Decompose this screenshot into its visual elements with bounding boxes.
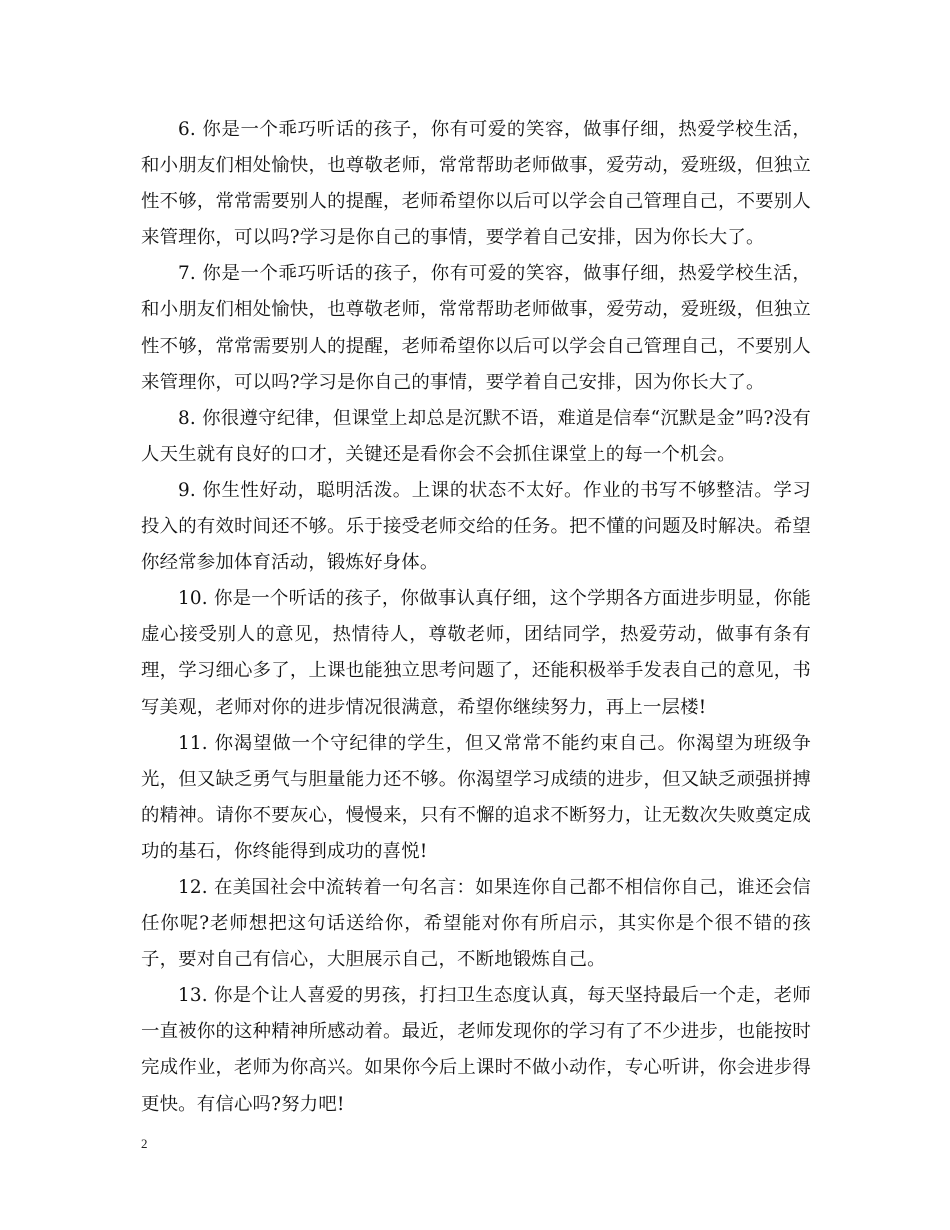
paragraph-8: 8. 你很遵守纪律，但课堂上却总是沉默不语，难道是信奉“沉默是金”吗?没有人天生就有良好的口才，关键还是看你会不会抓住课堂上的每一个机会。 xyxy=(141,407,811,465)
paragraph-13: 13. 你是个让人喜爱的男孩，打扫卫生态度认真，每天坚持最后一个走，老师一直被你的这种精神所感动着。最近，老师发现你的学习有了不少进步，也能按时完成作业，老师为你高兴。如果你今后上课时不做小动作，专心听讲，你会进步得更快。有信心吗?努力吧! xyxy=(141,985,811,1115)
document-body xyxy=(141,112,811,1123)
paragraph-9: 9. 你生性好动，聪明活泼。上课的状态不太好。作业的书写不够整洁。学习投入的有效时间还不够。乐于接受老师交给的任务。把不懂的问题及时解决。希望你经常参加体育活动，锻炼好身体。 xyxy=(141,479,811,574)
paragraph-10: 10. 你是一个听话的孩子，你做事认真仔细，这个学期各方面进步明显，你能虚心接受别人的意见，热情待人，尊敬老师，团结同学，热爱劳动，做事有条有理，学习细心多了，上课也能独立思考问题了，还能积极举手发表自己的意见，书写美观，老师对你的进步情况很满意，希望你继续努力，再上一层楼! xyxy=(141,588,811,718)
paragraph-11: 11. 你渴望做一个守纪律的学生，但又常常不能约束自己。你渴望为班级争光，但又缺乏勇气与胆量能力还不够。你渴望学习成绩的进步，但又缺乏顽强拼搏的精神。请你不要灰心，慢慢来，只有不懈的追求不断努力，让无数次失败奠定成功的基石，你终能得到成功的喜悦! xyxy=(141,732,811,862)
paragraph-12: 12. 在美国社会中流转着一句名言：如果连你自己都不相信你自己，谁还会信任你呢?老师想把这句话送给你，希望能对你有所启示，其实你是个很不错的孩子，要对自己有信心，大胆展示自己，不断地锻炼自己。 xyxy=(141,876,811,971)
paragraph-7: 7. 你是一个乖巧听话的孩子，你有可爱的笑容，做事仔细，热爱学校生活，和小朋友们相处愉快，也尊敬老师，常常帮助老师做事，爱劳动，爱班级，但独立性不够，常常需要别人的提醒，老师希望你以后可以学会自己管理自己，不要别人来管理你，可以吗?学习是你自己的事情，要学着自己安排，因为你长大了。 xyxy=(141,263,811,393)
page-number: 2 xyxy=(141,1136,148,1151)
paragraph-6: 6. 你是一个乖巧听话的孩子，你有可爱的笑容，做事仔细，热爱学校生活，和小朋友们相处愉快，也尊敬老师，常常帮助老师做事，爱劳动，爱班级，但独立性不够，常常需要别人的提醒，老师希望你以后可以学会自己管理自己，不要别人来管理你，可以吗?学习是你自己的事情，要学着自己安排，因为你长大了。 xyxy=(141,119,811,249)
